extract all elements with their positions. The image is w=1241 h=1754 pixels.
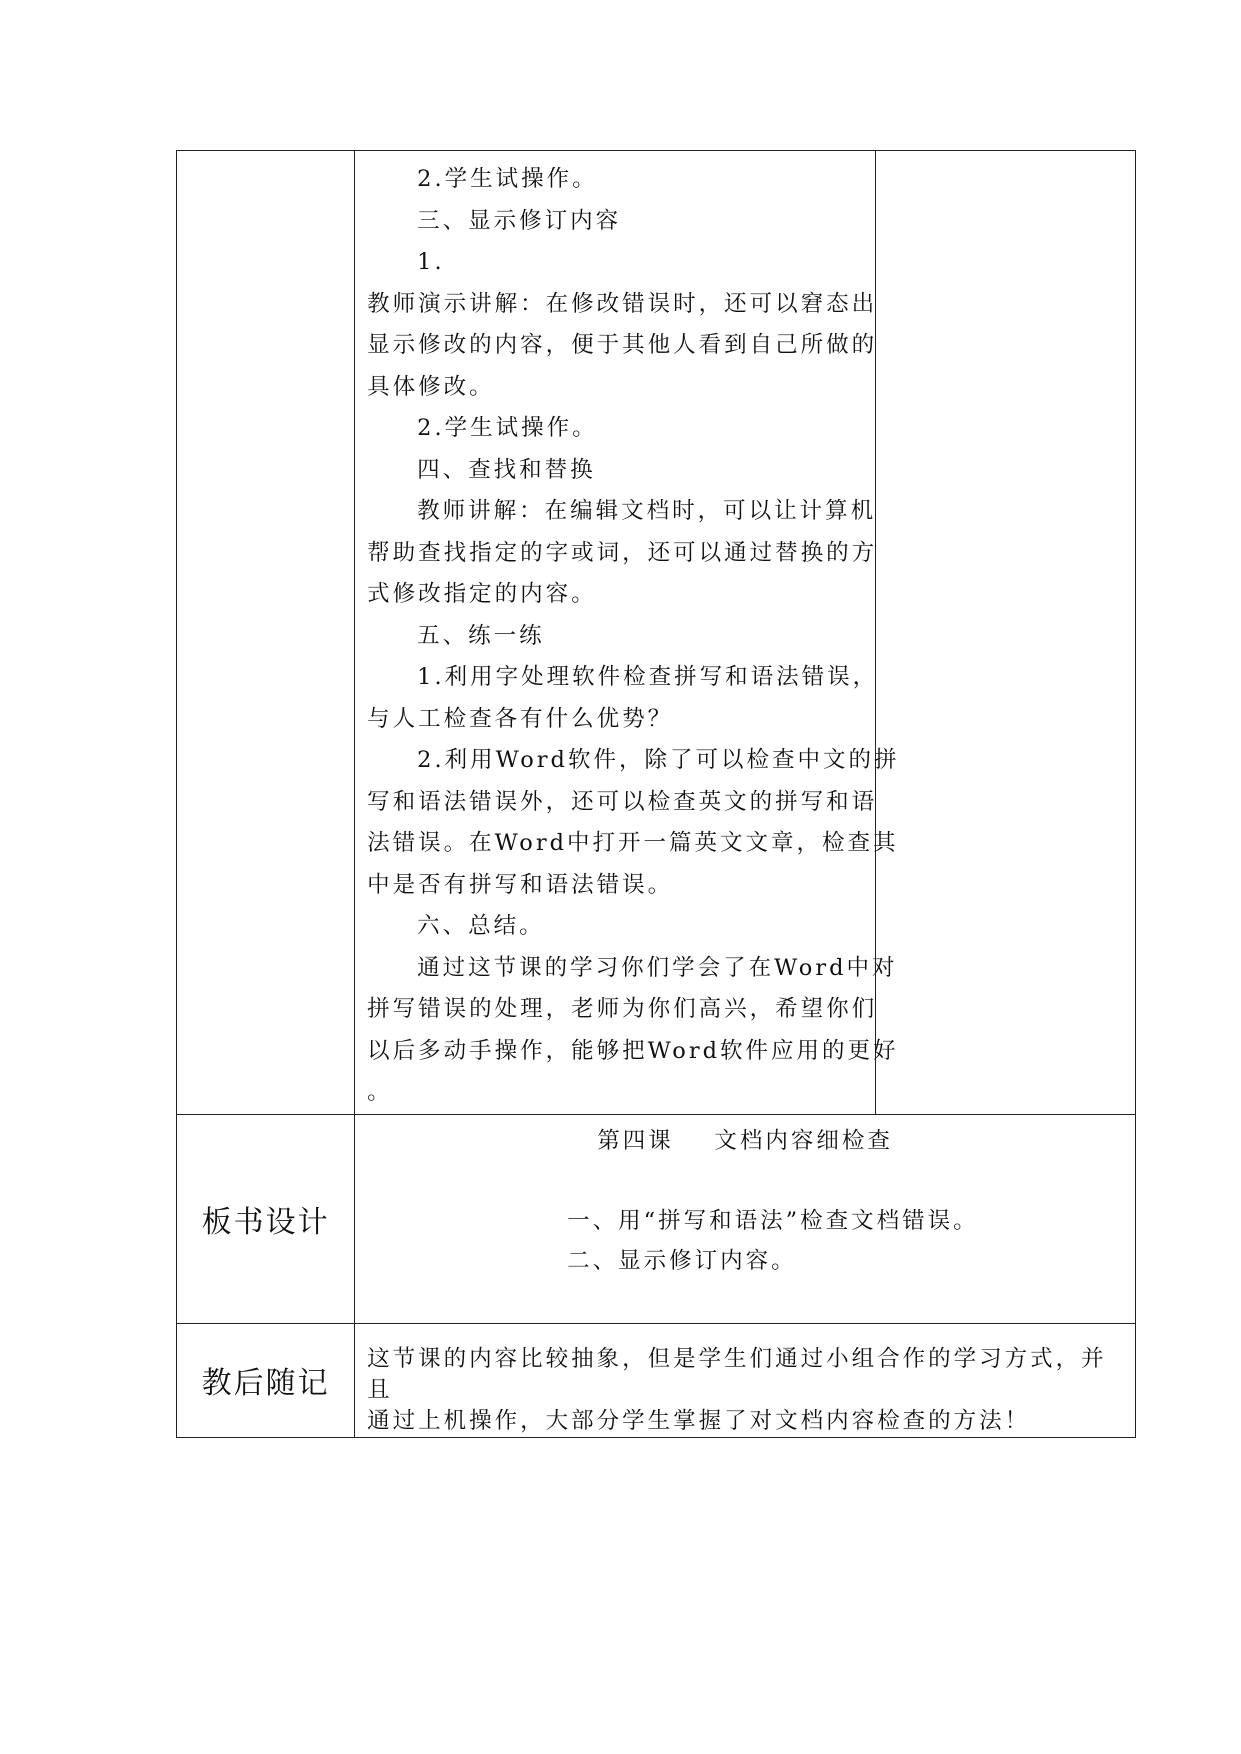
process-line: 2.学生试操作。: [417, 166, 598, 192]
reflection-row: [177, 1323, 1136, 1437]
process-content-cell: [355, 151, 900, 1115]
reflection-label-cell: [177, 1323, 355, 1437]
reflection-text-line: 通过上机操作，大部分学生掌握了对文档内容检查的方法！: [367, 1407, 1031, 1434]
board-label-cell: [177, 1114, 355, 1323]
process-label-cell: [177, 151, 355, 1115]
process-lines: [367, 159, 900, 1114]
process-line: 具体修改。: [367, 373, 495, 400]
board-items: [355, 1201, 1135, 1281]
process-line: 法错误。在Word中打开一篇英文文章，检查其: [367, 830, 899, 856]
process-line: 2.利用Word软件，除了可以检查中文的拼: [417, 747, 900, 773]
process-line: 式修改指定的内容。: [367, 581, 597, 607]
process-line: 1.: [417, 249, 445, 275]
process-line: 四、查找和替换: [417, 456, 596, 483]
reflection-label: 教后随记: [201, 1366, 330, 1401]
board-title: 第四课 文档内容细检查: [597, 1127, 893, 1154]
process-line: 写和语法错误外，还可以检查英文的拼写和语: [367, 788, 878, 815]
teaching-process-row: [177, 151, 1136, 1115]
process-notes-cell: [875, 151, 1135, 1115]
process-line: 显示修改的内容，便于其他人看到自己所做的: [367, 332, 878, 358]
lesson-plan-table: [176, 150, 1136, 1438]
board-label: 板书设计: [201, 1204, 330, 1240]
process-line: 教师讲解：在编辑文档时，可以让计算机: [417, 498, 877, 524]
process-line: 2.学生试操作。: [417, 415, 598, 441]
process-line: 拼写错误的处理，老师为你们高兴，希望你们: [367, 996, 878, 1022]
board-item: 二、显示修订内容。: [567, 1247, 797, 1274]
process-line: 六、总结。: [417, 913, 545, 939]
process-line: 以后多动手操作，能够把Word软件应用的更好: [367, 1037, 899, 1064]
board-design-row: [177, 1114, 1136, 1323]
reflection-content-cell: [355, 1323, 1136, 1437]
board-content-cell: [355, 1114, 1136, 1323]
process-line: 通过这节课的学习你们学会了在Word中对: [417, 954, 898, 981]
process-line: 教师演示讲解：在修改错误时，还可以窘态出: [367, 290, 878, 317]
reflection-text-line: 这节课的内容比较抽象，但是学生们通过小组合作的学习方式，并且: [367, 1345, 1107, 1403]
process-line: 中是否有拼写和语法错误。: [367, 871, 674, 898]
board-item: 一、用“拼写和语法”检查文档错误。: [567, 1207, 979, 1234]
process-line: 。: [367, 1079, 393, 1105]
process-line: 五、练一练: [417, 622, 545, 649]
process-line: 与人工检查各有什么优势？: [367, 705, 674, 732]
process-line: 三、显示修订内容: [417, 207, 622, 234]
process-line: 帮助查找指定的字或词，还可以通过替换的方: [367, 539, 878, 566]
process-line: 1.利用字处理软件检查拼写和语法错误，: [417, 664, 879, 690]
